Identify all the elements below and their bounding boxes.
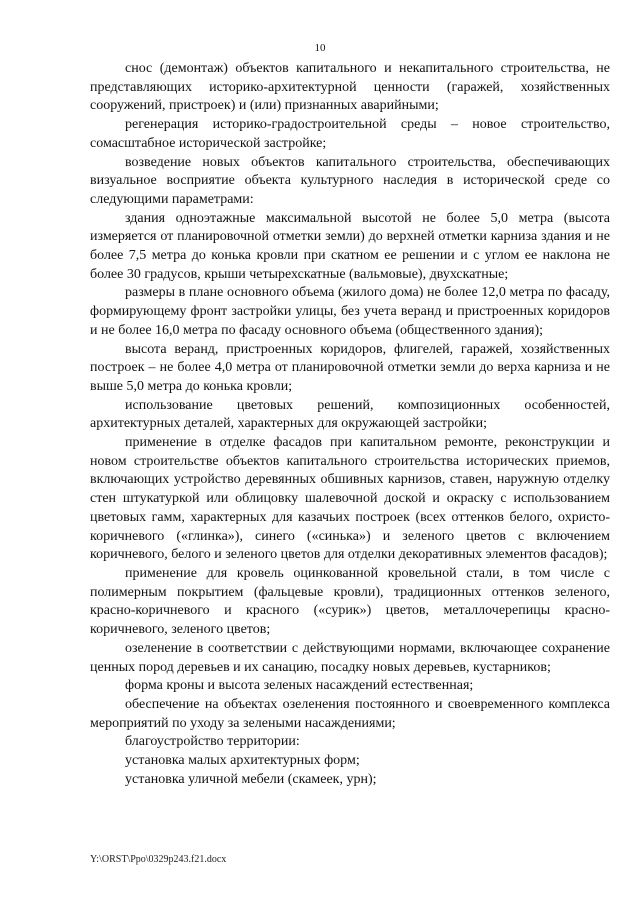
footer-file-path: Y:\ORST\Ppo\0329p243.f21.docx [90, 854, 227, 865]
paragraph: применение для кровель оцинкованной кровельной стали, в том числе с полимерным покрытием (фальцевые кровли), традиционных оттенков зеленого, красно-коричневого и красного («сурик») цветов, металлочерепицы красно-коричневого, зеленого цветов; [90, 565, 610, 638]
paragraph: размеры в плане основного объема (жилого дома) не более 12,0 метра по фасаду, формирующему фронт застройки улицы, без учета веранд и пристроенных коридоров и не более 16,0 метра по фасаду основного объема (общественного здания); [90, 285, 610, 338]
paragraph: озеленение в соответствии с действующими нормами, включающее сохранение ценных пород деревьев и их санацию, посадку новых деревьев, кустарников; [90, 640, 610, 675]
paragraph: обеспечение на объектах озеленения постоянного и своевременного комплекса мероприятий по уходу за зелеными насаждениями; [90, 696, 610, 731]
document-body [90, 60, 610, 789]
paragraph: использование цветовых решений, композиционных особенностей, архитектурных деталей, характерных для окружающей застройки; [90, 397, 610, 432]
paragraph: установка уличной мебели (скамеек, урн); [125, 771, 377, 787]
paragraph: благоустройство территории: [125, 734, 300, 750]
paragraph: высота веранд, пристроенных коридоров, флигелей, гаражей, хозяйственных построек – не более 4,0 метра от планировочной отметки земли до верха карниза и не выше 5,0 метра до конька кровли; [90, 341, 610, 394]
paragraph: форма кроны и высота зеленых насаждений естественная; [125, 678, 474, 694]
paragraph: регенерация историко-градостроительной среды – новое строительство, сомасштабное исторической застройке; [90, 117, 610, 151]
page-number: 10 [314, 42, 326, 54]
paragraph: снос (демонтаж) объектов капитального и некапитального строительства, не представляющих историко-архитектурной ценности (гаражей, хозяйственных сооружений, пристроек) и (или) признанных аварийными; [90, 61, 610, 114]
paragraph: применение в отделке фасадов при капитальном ремонте, реконструкции и новом строительстве объектов капитального строительства исторических приемов, включающих устройство деревянных обшивных карнизов, ставен, наружную отделку стен штукатуркой или облицовку шалевочной доской и окраску с использованием цветовых гамм, характерных для казачьих построек (всех оттенков белого, охристо-коричневого («глинка»), синего («синька») и зеленого цветов с включением коричневого, белого и зеленого цветов для отделки декоративных элементов фасадов); [90, 435, 610, 563]
paragraph: возведение новых объектов капитального строительства, обеспечивающих визуальное восприятие объекта культурного наследия в исторической среде со следующими параметрами: [90, 154, 610, 207]
paragraph: здания одноэтажные максимальной высотой не более 5,0 метра (высота измеряется от планировочной отметки земли) до верхней отметки карниза здания и не более 7,5 метра до конька кровли при скатном ее решении и с углом ее наклона не более 30 градусов, крыши четырехскатные (вальмовые), двухскатные; [90, 210, 610, 282]
paragraph: установка малых архитектурных форм; [125, 753, 360, 769]
